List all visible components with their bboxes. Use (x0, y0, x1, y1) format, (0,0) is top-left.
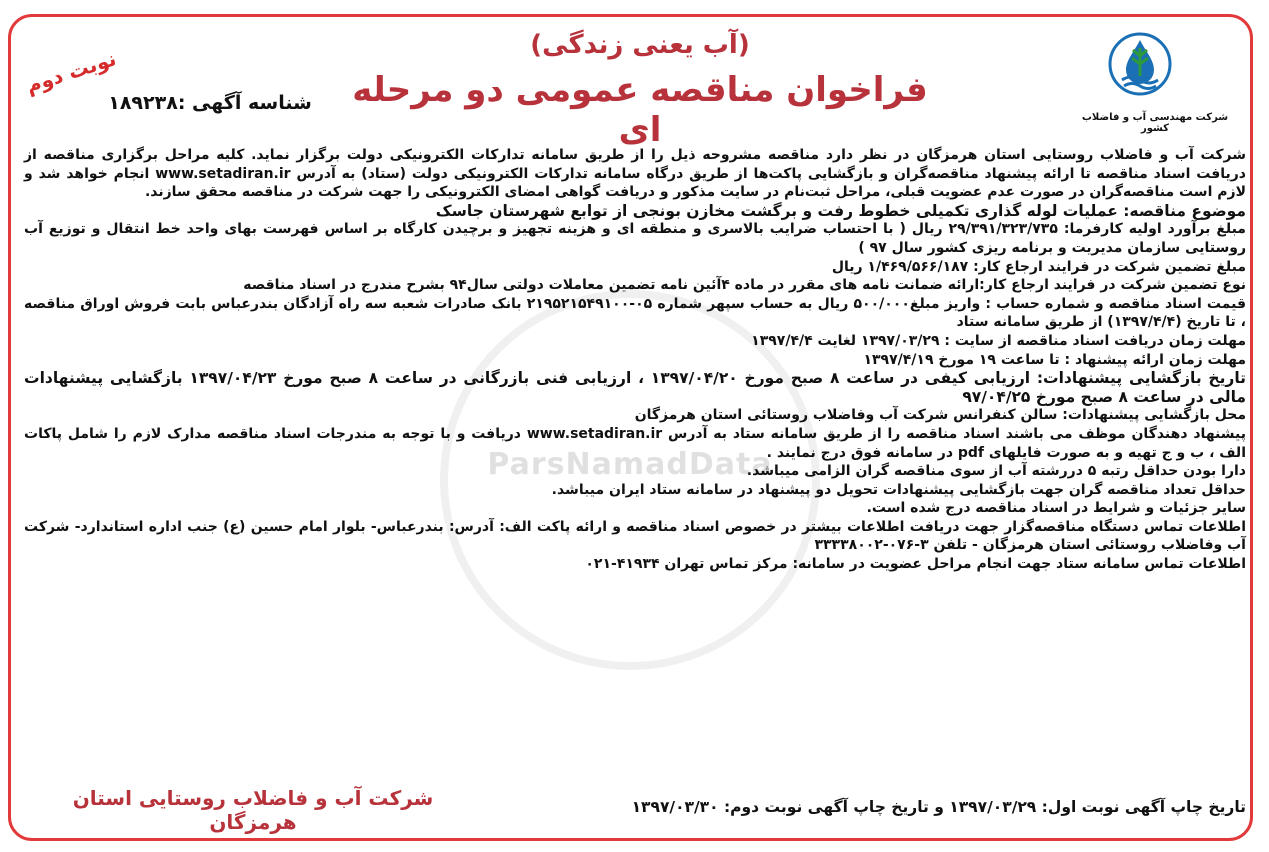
footer-print-dates: تاریخ چاپ آگهی نوبت اول: ۱۳۹۷/۰۳/۲۹ و تاریخ چاپ آگهی نوبت دوم: ۱۳۹۷/۰۳/۳۰ (631, 798, 1246, 816)
document-price: قیمت اسناد مناقصه و شماره حساب : واریز مبلغ۵۰۰/۰۰۰ ریال به حساب سپهر شماره ۰۵-۲۱۹۵۲۱۵۴۹۱۰۰ بانک صادرات شعبه سه راه آزادگان بندرعباس بابت فروش اوراق مناقصه ، تا تاریخ (۱۳۹۷/۴/۴) از طریق سامانه ستاد (24, 295, 1246, 331)
guarantee-type: نوع تضمین شرکت در فرایند ارجاع کار:ارائه ضمانت نامه های مقرر در ماده ۴آئین نامه تضمین معاملات دولتی سال۹۴ بشرح مندرج در اسناد مناقصه (243, 277, 1246, 294)
guarantee-amount: مبلغ تضمین شرکت در فرایند ارجاع کار: ۱/۴۶۹/۵۶۶/۱۸۷ ریال (831, 258, 1246, 275)
setad-contact-info: اطلاعات تماس سامانه ستاد جهت انجام مراحل عضویت در سامانه: مرکز تماس تهران ۴۱۹۳۴-۰۲۱ (585, 556, 1246, 573)
opening-location: محل بازگشایی پیشنهادات: سالن کنفرانس شرکت آب وفاضلاب روستائی استان هرمزگان (634, 407, 1246, 424)
logo-caption: شرکت مهندسی آب و فاضلاب کشور (1081, 112, 1229, 134)
advertisement-body (24, 146, 1246, 574)
tender-subject: موضوع مناقصه: عملیات لوله گذاری تکمیلی خطوط رفت و برگشت مخازن بونجی از توابع شهرستان جاسک (435, 201, 1246, 220)
submission-deadline: مهلت زمان ارائه پیشنهاد : تا ساعت ۱۹ مورخ ۱۳۹۷/۴/۱۹ (863, 351, 1246, 368)
document-deadline: مهلت زمان دریافت اسناد مناقصه از سایت : ۱۳۹۷/۰۳/۲۹ لغایت ۱۳۹۷/۴/۴ (751, 332, 1246, 349)
page-title: فراخوان مناقصه عمومی دو مرحله ای (352, 70, 928, 150)
ad-id: شناسه آگهی :۱۸۹۲۳۸ (108, 92, 312, 114)
edition-badge: نوبت دوم (23, 46, 119, 98)
contact-info: اطلاعات تماس دستگاه مناقصه‌گزار جهت دریافت اطلاعات بیشتر در خصوص اسناد مناقصه و ارائه پاکت الف: آدرس: بندرعباس- بلوار امام حسین (ع) جنب اداره استاندارد- شرکت آب وفاضلاب روستائی استان هرمزگان - تلفن ۳-۰۷۶-۳۳۳۳۸۰۰۲ (24, 518, 1246, 554)
minimum-bidders: حداقل تعداد مناقصه گران جهت بازگشایی پیشنهادات تحویل دو پیشنهاد در سامانه ستاد ایران میباشد. (551, 481, 1246, 498)
bidder-instructions: پیشنهاد دهندگان موظف می باشند اسناد مناقصه را از طریق سامانه ستاد به آدرس www.setadiran.ir دریافت و با توجه به مندرجات اسناد مناقصه مدارک لازم را شامل پاکات الف ، ب و ج تهیه و به صورت فایلهای pdf در سامانه فوق درج نمایند . (24, 425, 1246, 461)
watermark-text: ParsNamadData (487, 447, 773, 482)
page-subtitle: (آب یعنی زندگی) (530, 30, 750, 60)
other-details: سایر جزئیات و شرایط در اسناد مناقصه درج شده است. (866, 500, 1246, 517)
estimated-amount: مبلغ برآورد اولیه کارفرما: ۲۹/۳۹۱/۳۲۳/۷۳۵ ریال ( با احتساب ضرایب بالاسری و منطقه ای و هزینه تجهیز و برچیدن کارگاه بر اساس فهرست بهای واحد خط انتقال و توزیع آب روستایی سازمان مدیریت و برنامه ریزی کشور سال ۹۷ ) (24, 221, 1246, 256)
footer-company-name: شرکت آب و فاضلاب روستایی استان هرمزگان (72, 786, 434, 834)
opening-dates: تاریخ بازگشایی پیشنهادات: ارزیابی کیفی در ساعت ۸ صبح مورخ ۱۳۹۷/۰۴/۲۰ ، ارزیابی فنی بازرگانی در ساعت ۸ صبح مورخ ۱۳۹۷/۰۴/۲۳ بازگشایی پیشنهادات مالی در ساعت ۸ صبح مورخ ۹۷/۰۴/۲۵ (24, 369, 1246, 406)
water-company-logo-icon (1108, 32, 1172, 96)
intro-paragraph: شرکت آب و فاضلاب روستایی استان هرمزگان در نظر دارد مناقصه مشروحه ذیل را از طریق سامانه تدارکات الکترونیکی دولت برگزار نماید. کلیه مراحل برگزاری مناقصه از دریافت اسناد مناقصه تا ارائه پیشنهاد مناقصه‌گران و بازگشایی پاکت‌ها از طریق درگاه سامانه تدارکات الکترونیکی دولت (ستاد) به آدرس www.setadiran.ir انجام خواهد شد و لازم است مناقصه‌گران در صورت عدم عضویت قبلی، مراحل ثبت‌نام در سایت مذکور و دریافت گواهی امضای الکترونیکی را جهت شرکت در مناقصه محقق سازند. (24, 147, 1246, 201)
grade-requirement: دارا بودن حداقل رتبه ۵ دررشته آب از سوی مناقصه گران الزامی میباشد. (746, 463, 1246, 480)
